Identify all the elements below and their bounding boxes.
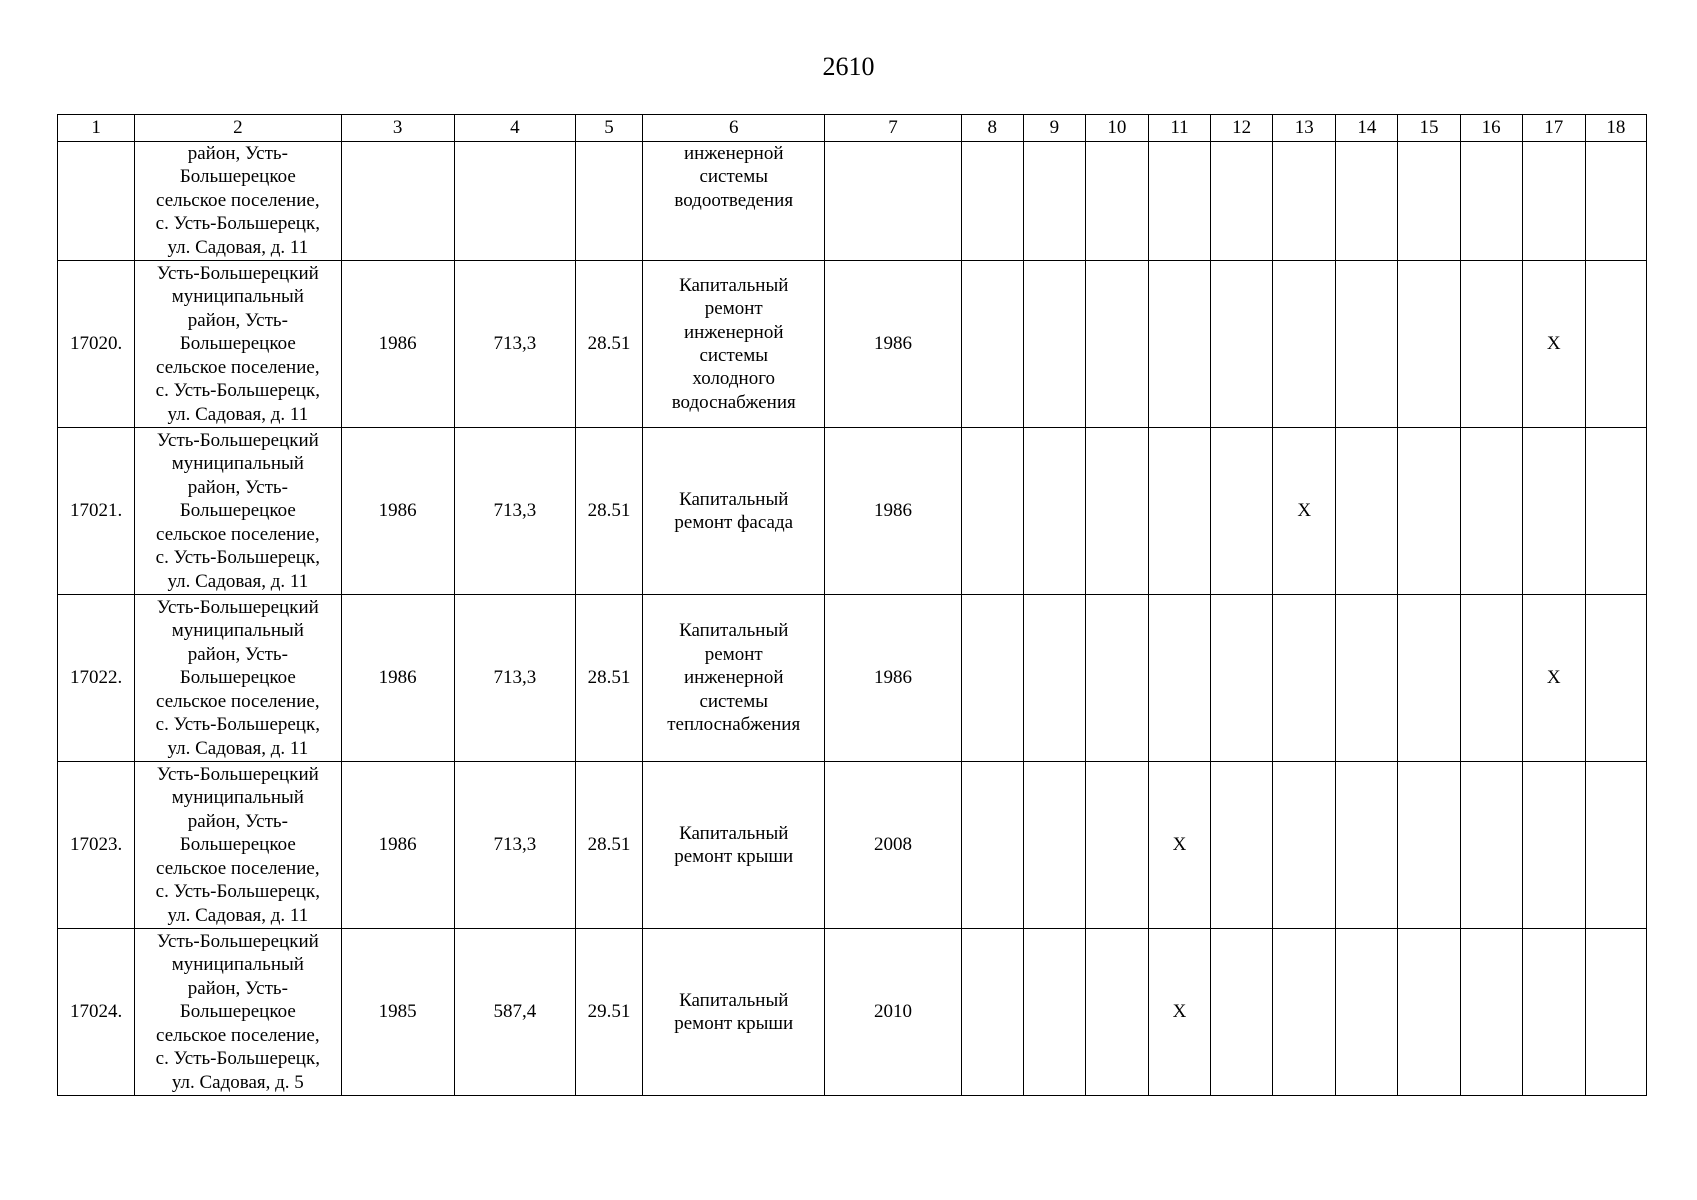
cell bbox=[1023, 142, 1085, 261]
cell bbox=[1085, 428, 1148, 595]
cell bbox=[1398, 595, 1460, 762]
cell bbox=[1585, 428, 1646, 595]
cell bbox=[1585, 595, 1646, 762]
column-header: 10 bbox=[1085, 115, 1148, 142]
table-row bbox=[58, 428, 1647, 595]
table-row bbox=[58, 261, 1647, 428]
continuation-row bbox=[58, 142, 1647, 261]
cell bbox=[1148, 261, 1210, 428]
area-cell: 587,4 bbox=[454, 929, 575, 1096]
work-type-cell: Капитальный ремонт крыши bbox=[643, 929, 825, 1096]
cell bbox=[1460, 428, 1522, 595]
area-cell: 713,3 bbox=[454, 762, 575, 929]
table-row bbox=[58, 762, 1647, 929]
area-cell: 713,3 bbox=[454, 595, 575, 762]
column-header: 7 bbox=[825, 115, 961, 142]
cell bbox=[1398, 762, 1460, 929]
column-header: 2 bbox=[135, 115, 341, 142]
cell bbox=[1273, 142, 1336, 261]
cell bbox=[1522, 762, 1585, 929]
row-number-cell: 17024. bbox=[58, 929, 135, 1096]
cell bbox=[1522, 929, 1585, 1096]
wear-cell: 28.51 bbox=[575, 261, 642, 428]
cell bbox=[1211, 428, 1273, 595]
area-cell: 713,3 bbox=[454, 261, 575, 428]
cell bbox=[1522, 428, 1585, 595]
row-number-cell: 17021. bbox=[58, 428, 135, 595]
cell bbox=[1398, 142, 1460, 261]
repair-schedule-table bbox=[57, 114, 1647, 1096]
column-header: 13 bbox=[1273, 115, 1336, 142]
cell bbox=[58, 142, 135, 261]
last-repair-year-cell: 1986 bbox=[825, 261, 961, 428]
cell bbox=[961, 142, 1023, 261]
cell bbox=[1460, 261, 1522, 428]
cell bbox=[341, 142, 454, 261]
cell bbox=[454, 142, 575, 261]
period-mark-cell: X bbox=[1273, 428, 1336, 595]
row-number-cell: 17020. bbox=[58, 261, 135, 428]
cell bbox=[1085, 261, 1148, 428]
column-header: 5 bbox=[575, 115, 642, 142]
cell bbox=[1023, 261, 1085, 428]
cell bbox=[1211, 595, 1273, 762]
area-cell: 713,3 bbox=[454, 428, 575, 595]
cell bbox=[1211, 261, 1273, 428]
period-mark-cell: X bbox=[1148, 762, 1210, 929]
column-header: 15 bbox=[1398, 115, 1460, 142]
page-number: 2610 bbox=[822, 52, 875, 81]
cell bbox=[1148, 595, 1210, 762]
work-type-cell: Капитальный ремонт инженерной системы теплоснабжения bbox=[643, 595, 825, 762]
work-type-cell: инженерной системы водоотведения bbox=[643, 142, 825, 261]
cell bbox=[1023, 428, 1085, 595]
cell bbox=[961, 261, 1023, 428]
table-row bbox=[58, 929, 1647, 1096]
construction-year-cell: 1986 bbox=[341, 595, 454, 762]
last-repair-year-cell: 1986 bbox=[825, 428, 961, 595]
column-header: 4 bbox=[454, 115, 575, 142]
wear-cell: 28.51 bbox=[575, 762, 642, 929]
cell bbox=[961, 762, 1023, 929]
cell bbox=[1460, 929, 1522, 1096]
cell bbox=[1336, 595, 1398, 762]
cell bbox=[1273, 762, 1336, 929]
cell bbox=[1273, 929, 1336, 1096]
cell bbox=[1585, 762, 1646, 929]
last-repair-year-cell: 2010 bbox=[825, 929, 961, 1096]
cell bbox=[1085, 929, 1148, 1096]
cell bbox=[1085, 595, 1148, 762]
cell bbox=[825, 142, 961, 261]
work-type-cell: Капитальный ремонт фасада bbox=[643, 428, 825, 595]
construction-year-cell: 1986 bbox=[341, 762, 454, 929]
cell bbox=[575, 142, 642, 261]
address-cell: Усть-Большерецкий муниципальный район, Усть- Большерецкое сельское поселение, с. Усть-Большерецк, ул. Садовая, д. 5 bbox=[135, 929, 341, 1096]
address-cell: Усть-Большерецкий муниципальный район, Усть- Большерецкое сельское поселение, с. Усть-Большерецк, ул. Садовая, д. 11 bbox=[135, 762, 341, 929]
row-number-cell: 17022. bbox=[58, 595, 135, 762]
column-header: 17 bbox=[1522, 115, 1585, 142]
cell bbox=[1398, 261, 1460, 428]
construction-year-cell: 1986 bbox=[341, 261, 454, 428]
construction-year-cell: 1986 bbox=[341, 428, 454, 595]
address-cell: район, Усть- Большерецкое сельское поселение, с. Усть-Большерецк, ул. Садовая, д. 11 bbox=[135, 142, 341, 261]
cell bbox=[1585, 929, 1646, 1096]
column-header: 9 bbox=[1023, 115, 1085, 142]
cell bbox=[1585, 142, 1646, 261]
row-number-cell: 17023. bbox=[58, 762, 135, 929]
cell bbox=[1023, 595, 1085, 762]
period-mark-cell: X bbox=[1148, 929, 1210, 1096]
cell bbox=[1273, 261, 1336, 428]
period-mark-cell: X bbox=[1522, 261, 1585, 428]
cell bbox=[1023, 762, 1085, 929]
column-header: 11 bbox=[1148, 115, 1210, 142]
cell bbox=[1398, 929, 1460, 1096]
cell bbox=[1398, 428, 1460, 595]
column-header: 3 bbox=[341, 115, 454, 142]
cell bbox=[1460, 762, 1522, 929]
cell bbox=[1211, 929, 1273, 1096]
last-repair-year-cell: 1986 bbox=[825, 595, 961, 762]
last-repair-year-cell: 2008 bbox=[825, 762, 961, 929]
cell bbox=[1336, 762, 1398, 929]
cell bbox=[961, 428, 1023, 595]
cell bbox=[961, 595, 1023, 762]
column-header: 1 bbox=[58, 115, 135, 142]
cell bbox=[1522, 142, 1585, 261]
cell bbox=[1211, 762, 1273, 929]
table-row bbox=[58, 595, 1647, 762]
cell bbox=[1085, 762, 1148, 929]
cell bbox=[1460, 142, 1522, 261]
cell bbox=[1211, 142, 1273, 261]
work-type-cell: Капитальный ремонт инженерной системы холодного водоснабжения bbox=[643, 261, 825, 428]
wear-cell: 28.51 bbox=[575, 428, 642, 595]
cell bbox=[961, 929, 1023, 1096]
header-row bbox=[58, 115, 1647, 142]
cell bbox=[1085, 142, 1148, 261]
wear-cell: 28.51 bbox=[575, 595, 642, 762]
column-header: 14 bbox=[1336, 115, 1398, 142]
column-header: 18 bbox=[1585, 115, 1646, 142]
cell bbox=[1023, 929, 1085, 1096]
construction-year-cell: 1985 bbox=[341, 929, 454, 1096]
cell bbox=[1148, 428, 1210, 595]
address-cell: Усть-Большерецкий муниципальный район, Усть- Большерецкое сельское поселение, с. Усть-Большерецк, ул. Садовая, д. 11 bbox=[135, 595, 341, 762]
column-header: 6 bbox=[643, 115, 825, 142]
work-type-cell: Капитальный ремонт крыши bbox=[643, 762, 825, 929]
cell bbox=[1460, 595, 1522, 762]
cell bbox=[1273, 595, 1336, 762]
column-header: 12 bbox=[1211, 115, 1273, 142]
cell bbox=[1585, 261, 1646, 428]
column-header: 16 bbox=[1460, 115, 1522, 142]
cell bbox=[1336, 929, 1398, 1096]
cell bbox=[1148, 142, 1210, 261]
cell bbox=[1336, 142, 1398, 261]
wear-cell: 29.51 bbox=[575, 929, 642, 1096]
column-header: 8 bbox=[961, 115, 1023, 142]
period-mark-cell: X bbox=[1522, 595, 1585, 762]
cell bbox=[1336, 261, 1398, 428]
address-cell: Усть-Большерецкий муниципальный район, Усть- Большерецкое сельское поселение, с. Усть-Большерецк, ул. Садовая, д. 11 bbox=[135, 428, 341, 595]
cell bbox=[1336, 428, 1398, 595]
address-cell: Усть-Большерецкий муниципальный район, Усть- Большерецкое сельское поселение, с. Усть-Большерецк, ул. Садовая, д. 11 bbox=[135, 261, 341, 428]
